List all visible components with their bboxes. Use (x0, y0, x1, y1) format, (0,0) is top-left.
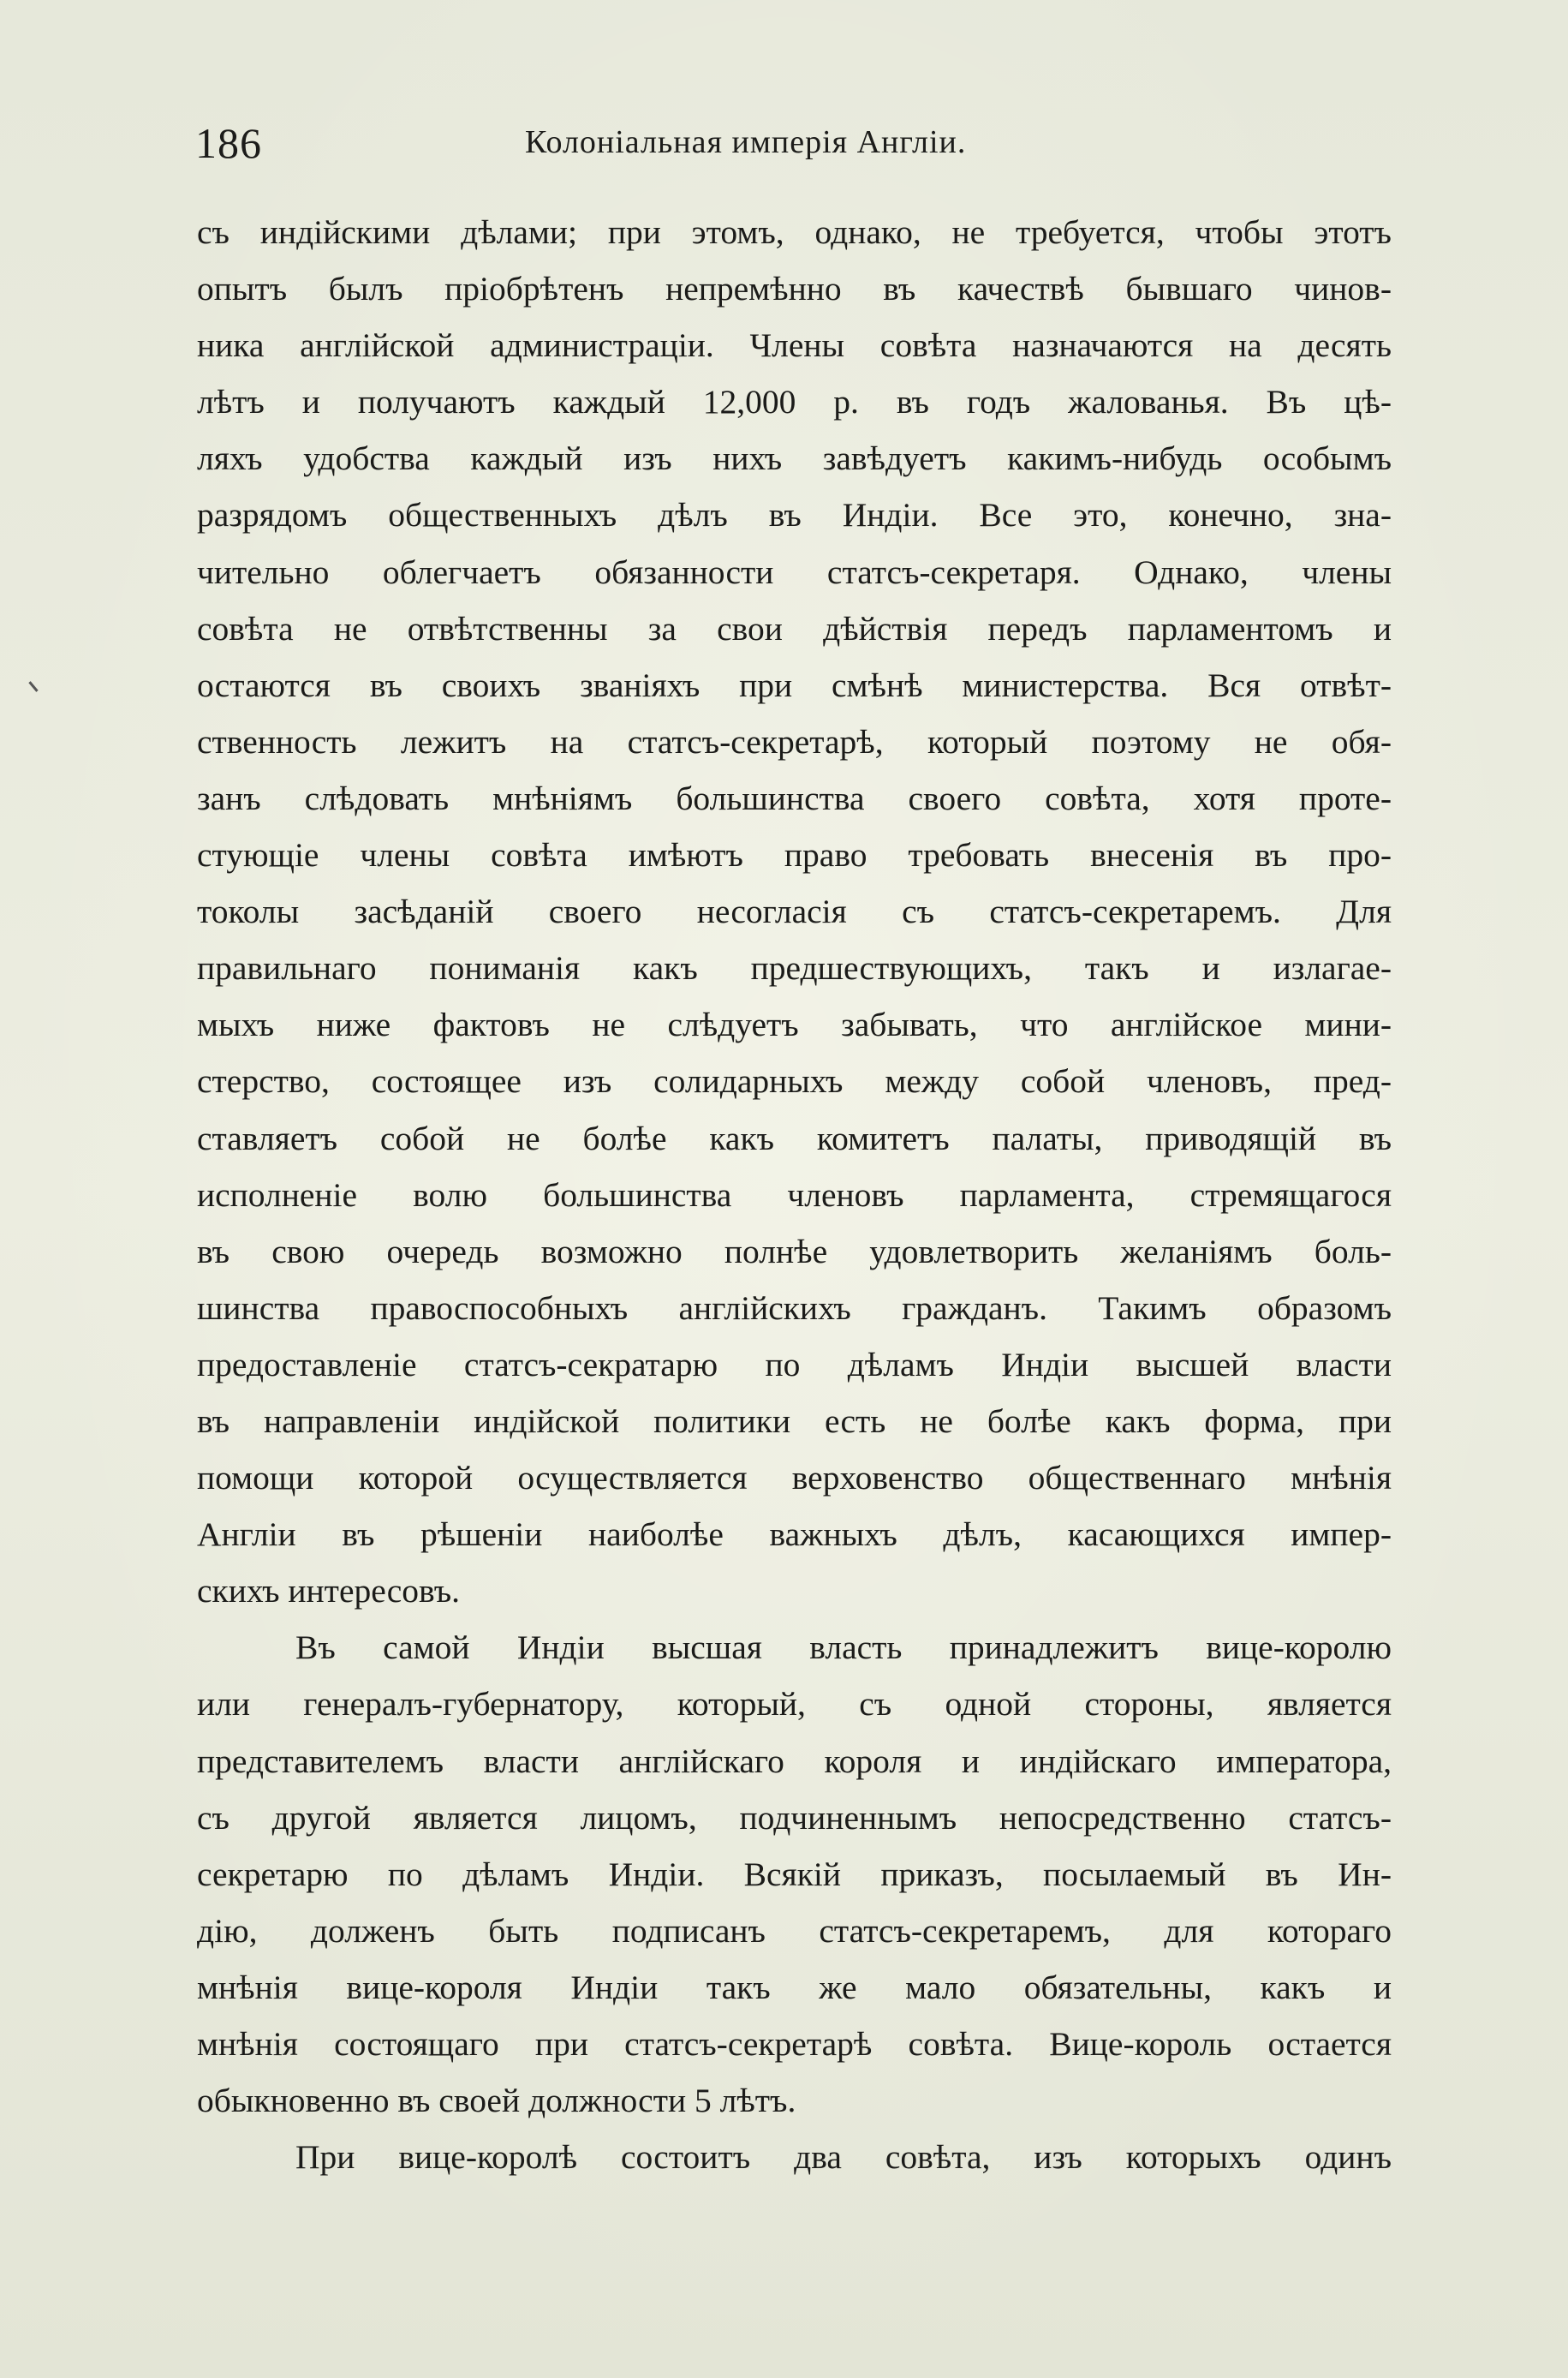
margin-mark (28, 681, 38, 692)
paragraph-first-line: При вице-королѣ состоитъ два совѣта, изъ которыхъ одинъ (295, 2138, 1392, 2177)
text-line: или генералъ-губернатору, который, съ одной стороны, является (197, 1685, 1392, 1724)
running-title: Колоніальная имперія Англіи. (525, 124, 967, 160)
text-line: въ направленіи индійской политики есть не болѣе какъ форма, при (197, 1401, 1392, 1440)
text-line: представителемъ власти англійскаго короля и индійскаго императора, (197, 1742, 1392, 1780)
paragraph-end-line: скихъ интересовъ. (197, 1572, 460, 1610)
text-line: чительно облегчаетъ обязанности статсъ-секретаря. Однако, члены (197, 553, 1392, 591)
text-line: ника англійской администраціи. Члены совѣта назначаются на десять (197, 326, 1392, 365)
text-line: опытъ былъ пріобрѣтенъ непремѣнно въ качествѣ бывшаго чинов- (197, 270, 1392, 308)
page-number: 186 (195, 119, 262, 167)
text-line: мыхъ ниже фактовъ не слѣдуетъ забывать, что англійское мини- (197, 1006, 1392, 1044)
text-line: секретарю по дѣламъ Индіи. Всякій приказъ, посылаемый въ Ин- (197, 1855, 1392, 1893)
text-line: дію, долженъ быть подписанъ статсъ-секретаремъ, для котораго (197, 1911, 1392, 1950)
text-line: съ другой является лицомъ, подчиненнымъ непосредственно статсъ- (197, 1798, 1392, 1837)
text-line: совѣта не отвѣтственны за свои дѣйствія передъ парламентомъ и (197, 609, 1392, 648)
running-head (195, 118, 1394, 178)
text-line: предоставленіе статсъ-секратарю по дѣламъ Индіи высшей власти (197, 1345, 1392, 1383)
text-line: ляхъ удобства каждый изъ нихъ завѣдуетъ какимъ-нибудь особымъ (197, 439, 1392, 478)
text-line: правильнаго пониманія какъ предшествующихъ, такъ и излагае- (197, 949, 1392, 988)
text-line: въ свою очередь возможно полнѣе удовлетворить желаніямъ боль- (197, 1232, 1392, 1270)
text-line: мнѣнія вице-короля Индіи такъ же мало обязательны, какъ и (197, 1968, 1392, 2006)
text-line: съ индійскими дѣлами; при этомъ, однако, не требуется, чтобы этотъ (197, 213, 1392, 251)
text-line: стерство, состоящее изъ солидарныхъ между собой членовъ, пред- (197, 1062, 1392, 1101)
text-line: разрядомъ общественныхъ дѣлъ въ Индіи. Все это, конечно, зна- (197, 496, 1392, 535)
body-text (197, 204, 1392, 2185)
text-line: ставляетъ собой не болѣе какъ комитетъ палаты, приводящій въ (197, 1119, 1392, 1157)
text-line: токолы засѣданій своего несогласія съ статсъ-секретаремъ. Для (197, 893, 1392, 931)
text-line: мнѣнія состоящаго при статсъ-секретарѣ совѣта. Вице-король остается (197, 2025, 1392, 2063)
text-line: Англіи въ рѣшеніи наиболѣе важныхъ дѣлъ, касающихся импер- (197, 1515, 1392, 1554)
text-line: помощи которой осуществляется верховенство общественнаго мнѣнія (197, 1459, 1392, 1497)
text-line: занъ слѣдовать мнѣніямъ большинства своего совѣта, хотя проте- (197, 779, 1392, 817)
text-line: лѣтъ и получаютъ каждый 12,000 р. въ годъ жалованья. Въ цѣ- (197, 383, 1392, 421)
paragraph-first-line: Въ самой Индіи высшая власть принадлежитъ вице-королю (295, 1628, 1392, 1667)
text-line: исполненіе волю большинства членовъ парламента, стремящагося (197, 1175, 1392, 1214)
text-line: стующіе члены совѣта имѣютъ право требовать внесенія въ про- (197, 836, 1392, 875)
text-line: остаются въ своихъ званіяхъ при смѣнѣ министерства. Вся отвѣт- (197, 666, 1392, 704)
text-line: шинства правоспособныхъ англійскихъ гражданъ. Такимъ образомъ (197, 1288, 1392, 1327)
paragraph-end-line: обыкновенно въ своей должности 5 лѣтъ. (197, 2082, 796, 2120)
text-line: ственность лежитъ на статсъ-секретарѣ, который поэтому не обя- (197, 722, 1392, 761)
